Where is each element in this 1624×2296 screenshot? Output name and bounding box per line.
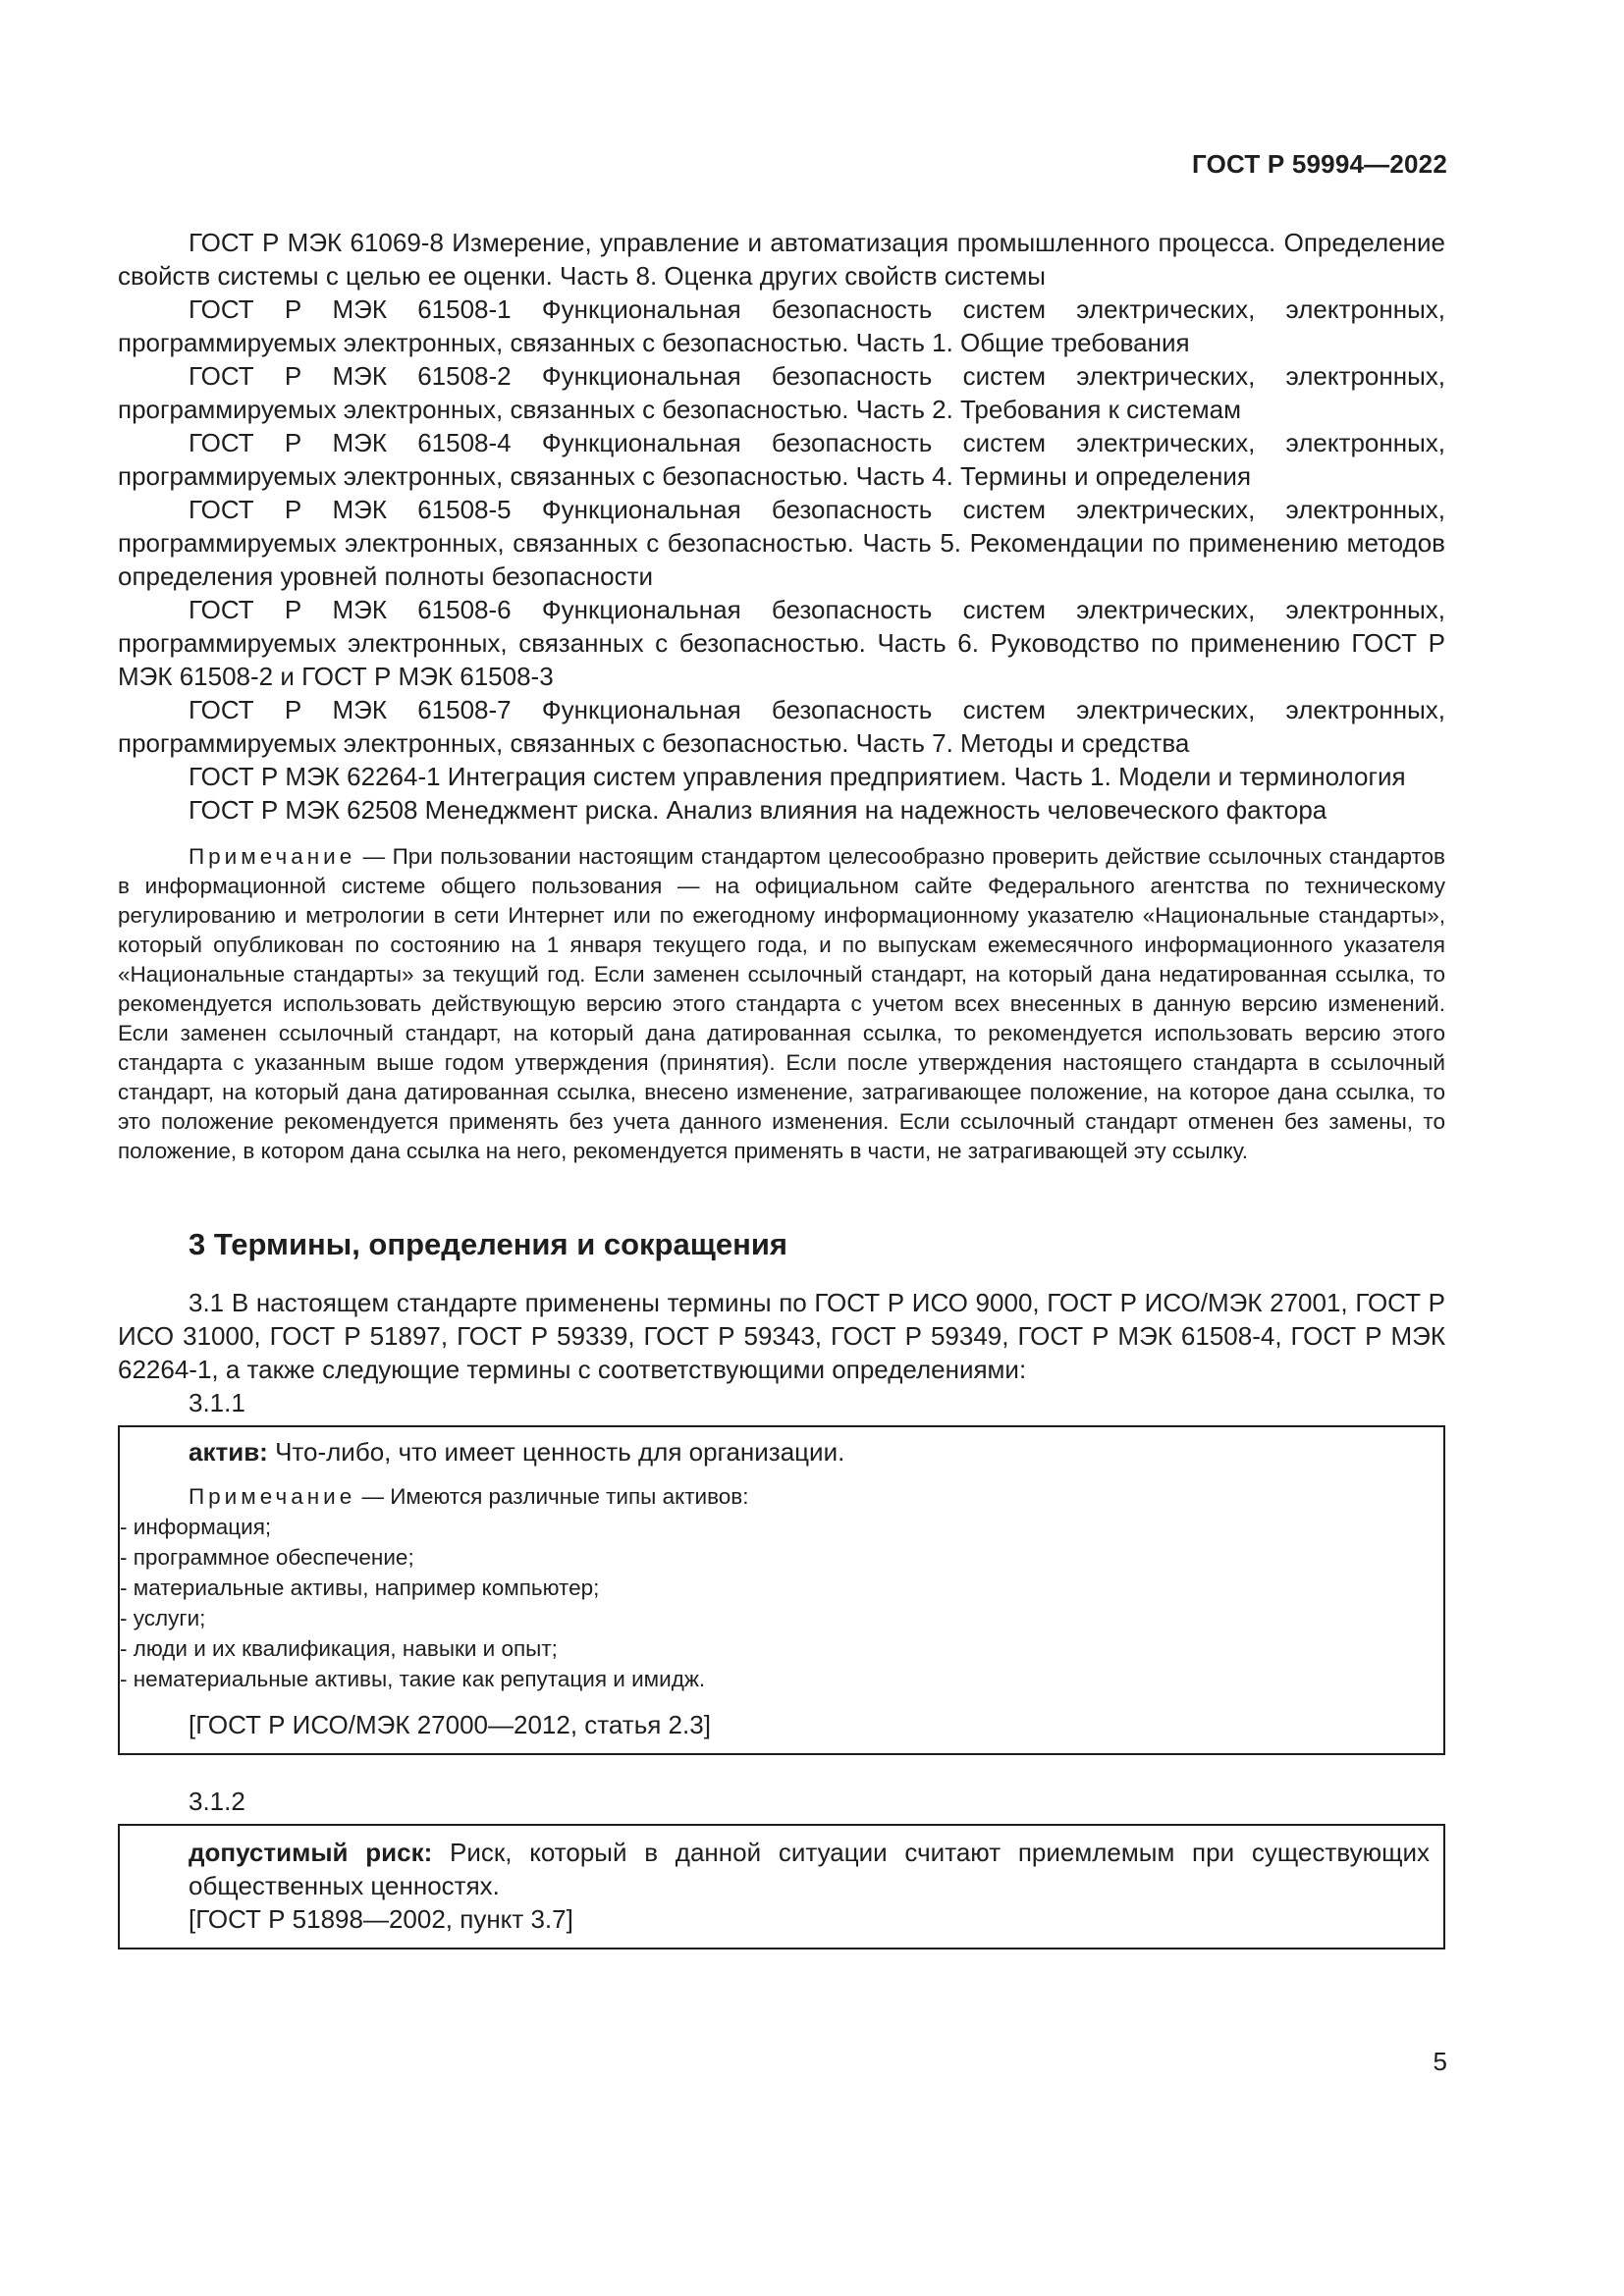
term-definition [189, 1836, 1430, 1902]
reference-item: ГОСТ Р МЭК 62508 Менеджмент риска. Анализ влияния на надежность человеческого фактора [189, 795, 1327, 825]
list-item: - нематериальные активы, такие как репутация и имидж. [120, 1664, 1430, 1694]
term-name: допустимый риск: [189, 1838, 433, 1867]
section-title: 3 Термины, определения и сокращения [189, 1227, 787, 1261]
list-item: - программное обеспечение; [120, 1542, 1430, 1573]
reference-item: ГОСТ Р МЭК 61069-8 Измерение, управление и автоматизация промышленного процесса. Определение свойств системы с целью ее оценки. Часть 8. Оценка других свойств системы [118, 228, 1445, 291]
term-definition [189, 1435, 1430, 1468]
term-box-acceptable-risk [118, 1824, 1445, 1949]
term-note-text: — Имеются различные типы активов: [355, 1484, 749, 1509]
reference-item: ГОСТ Р МЭК 61508-6 Функциональная безопасность систем электрических, электронных, программируемых электронных, связанных с безопасностью. Часть 6. Руководство по применению ГОСТ Р МЭК 61508-2 и ГОСТ Р МЭК 61508-3 [118, 595, 1445, 691]
list-item: - информация; [120, 1512, 1430, 1542]
reference-item: ГОСТ Р МЭК 61508-7 Функциональная безопасность систем электрических, электронных, программируемых электронных, связанных с безопасностью. Часть 7. Методы и средства [118, 695, 1445, 758]
list-item: - материальные активы, например компьютер; [120, 1573, 1430, 1603]
note-text: — При пользовании настоящим стандартом целесообразно проверить действие ссылочных стандартов в информационной системе общего пользования — на официальном сайте Федерального агентства по техническому регулированию и метрологии в сети Интернет или по ежегодному информационному указателю «Национальные стандарты», который опубликован по состоянию на 1 января текущего года, и по выпускам ежемесячного информационного указателя «Национальные стандарты» за текущий год. Если заменен ссылочный стандарт, на который дана недатированная ссылка, то рекомендуется использовать действующую версию этого стандарта с учетом всех внесенных в данную версию изменений. Если заменен ссылочный стандарт, на который дана датированная ссылка, то рекомендуется использовать версию этого стандарта с указанным выше годом утверждения (принятия). Если после утверждения настоящего стандарта в ссылочный стандарт, на который дана датированная ссылка, внесено изменение, затрагивающее положение, на которое дана ссылка, то это положение рекомендуется применять без учета данного изменения. Если ссылочный стандарт отменен без замены, то положение, в котором дана ссылка на него, рекомендуется применять в части, не затрагивающей эту ссылку. [118, 844, 1445, 1163]
reference-item: ГОСТ Р МЭК 61508-1 Функциональная безопасность систем электрических, электронных, программируемых электронных, связанных с безопасностью. Часть 1. Общие требования [118, 294, 1445, 357]
asset-types-list [120, 1512, 1430, 1694]
reference-item: ГОСТ Р МЭК 61508-2 Функциональная безопасность систем электрических, электронных, программируемых электронных, связанных с безопасностью. Часть 2. Требования к системам [118, 361, 1445, 424]
note-label: Примечание [189, 844, 356, 869]
reference-item: ГОСТ Р МЭК 61508-5 Функциональная безопасность систем электрических, электронных, программируемых электронных, связанных с безопасностью. Часть 5. Рекомендации по применению методов определения уровней полноты безопасности [118, 495, 1445, 591]
section-intro: 3.1 В настоящем стандарте применены термины по ГОСТ Р ИСО 9000, ГОСТ Р ИСО/МЭК 27001, ГОСТ Р ИСО 31000, ГОСТ Р 51897, ГОСТ Р 59339, ГОСТ Р 59343, ГОСТ Р 59349, ГОСТ Р МЭК 61508-4, ГОСТ Р МЭК 62264-1, а также следующие термины с соответствующими определениями: [118, 1288, 1445, 1384]
term-number: 3.1.1 [189, 1388, 245, 1417]
list-item: - услуги; [120, 1603, 1430, 1633]
term-number: 3.1.2 [189, 1787, 245, 1816]
reference-item: ГОСТ Р МЭК 61508-4 Функциональная безопасность систем электрических, электронных, программируемых электронных, связанных с безопасностью. Часть 4. Термины и определения [118, 428, 1445, 491]
document-id-header: ГОСТ Р 59994—2022 [1192, 149, 1447, 179]
page-content [118, 226, 1445, 1949]
reference-item: ГОСТ Р МЭК 62264-1 Интеграция систем управления предприятием. Часть 1. Модели и терминология [189, 762, 1406, 791]
term-source: [ГОСТ Р 51898—2002, пункт 3.7] [189, 1904, 573, 1934]
term-note [189, 1482, 1430, 1512]
references-note [118, 842, 1445, 1166]
term-definition-text: Что-либо, что имеет ценность для организации. [267, 1437, 845, 1467]
page-number: 5 [1433, 2047, 1447, 2076]
term-note-label: Примечание [189, 1484, 356, 1509]
term-name: актив: [189, 1437, 268, 1467]
term-box-asset [118, 1425, 1445, 1755]
list-item: - люди и их квалификация, навыки и опыт; [120, 1633, 1430, 1664]
term-definition-text: Риск, который в данной ситуации считают приемлемым при существующих общественных ценностях. [189, 1838, 1430, 1900]
term-source: [ГОСТ Р ИСО/МЭК 27000—2012, статья 2.3] [189, 1710, 711, 1739]
